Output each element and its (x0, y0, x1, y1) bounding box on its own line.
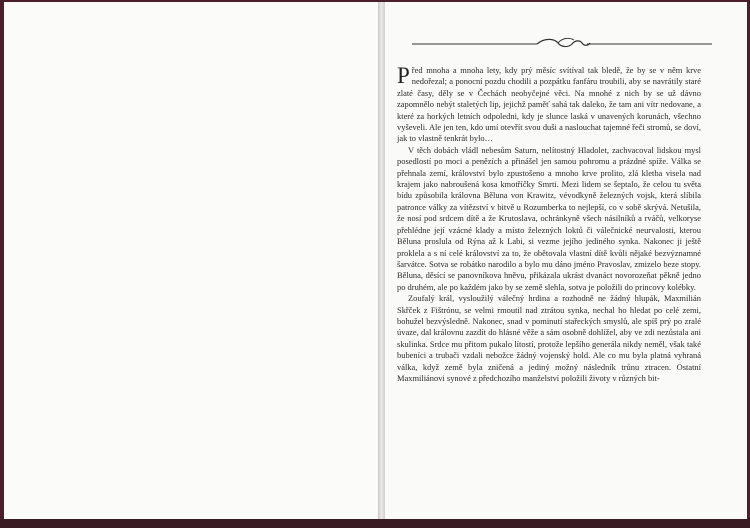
paragraph-1 (397, 65, 701, 145)
paragraph-1-text: řed mnoha a mnoha lety, kdy prý měsíc svítíval tak bledě, že by se v něm krve nedořezal; a ponocní pozdu chodili a pozpátku fanfáru troubili, aby se navrátily staré zlaté časy, děly se v Čechách neobyčejné věci. Na mnohé z nich by se už dávno zapomnělo nebýt staletých lip, jejichž paměť sahá tak daleko, že tam ani vítr nedovane, a které za horkých letních odpoledni, kdy je slunce laská v unavených korunách, všechno vyševeli. Ale jen ten, kdo umí otevřít svou duši a naslouchat tajemné řeči stromů, se doví, jak to vlastně tenkrát bylo… (397, 65, 701, 144)
drop-cap: P (397, 63, 410, 88)
book-gutter (378, 2, 385, 519)
paragraph-2: V těch dobách vládl nebesům Saturn, nelítostný Hladolet, zachvacoval lidskou mysl posedlostí po moci a penězích a přinášel jen samou pohromu a prázdné spíže. Válka se přehnala zemí, království bylo zpustošeno a mnoho krve prolito, zlá kletba visela nad krajem jako nabroušená kosa kmotříčky Smrti. Mezi lidem se šeptalo, že celou tu světa bídu způsobila královna Běluna von Krawitz, vévodkyně železných vojsk, která slíbila patronce války za vítězství v bitvě u Rozumberka to nejlepší, co v sobě skrývá. Netušila, že nosí pod srdcem dítě a že Krutoslava, ochránkyně všech násilníků a rváčů, velkoryse přehlédne její vzácné klady a místo železných loktů či válečnické neurvalosti, kterou Běluna proslula od Rýna až k Labi, si vezme jejího jediného synka. Nakonec ji ještě proklela a s ní celé království za to, že obětovala vlastní dítě kvůli nějaké bezvýznamné šarvátce. Sotva se robátko narodilo a bylo mu dáno jméno Pravoslav, zmizelo beze stopy. Běluna, děsící se panovníkova hněvu, přikázala ukrást dvanáct novorozeňat pěkně jedno po druhém, ale po každém jako by se země slehla, sotva je položili do princovy kolébky. (397, 144, 701, 292)
book-bottom-edge (0, 519, 750, 528)
left-page-blank (4, 2, 378, 519)
chapter-text (397, 65, 701, 384)
paragraph-3: Zoufalý král, vysloužilý válečný hrdina a rozhodně ne žádný hlupák, Maxmilián Skřček z Fištrónu, se velmi rmoutil nad ztrátou synka, nechal ho hledat po celé zemi, bohužel bezvýsledně. Nakonec, snad v pominutí stařeckých smyslů, ale spíš prý po zralé úvaze, dal královnu zazdít do hlásné věže a sám osobně dohlížel, aby ve zdi nezůstala ani skulinka. Srdce mu přitom pukalo lítostí, protože lepšího generála nikdy neměl, však také bubeníci a trubači vzdali nebožce žádný vojenský hold. Ale co mu byla platná vyhraná válka, když země byla zničená a jediný možný následník trůnu ztracen. Ostatní Maxmiliánovi synové z předchozího manželství položili životy v různých bit- (397, 293, 701, 383)
ornament-flourish-icon (412, 34, 712, 54)
